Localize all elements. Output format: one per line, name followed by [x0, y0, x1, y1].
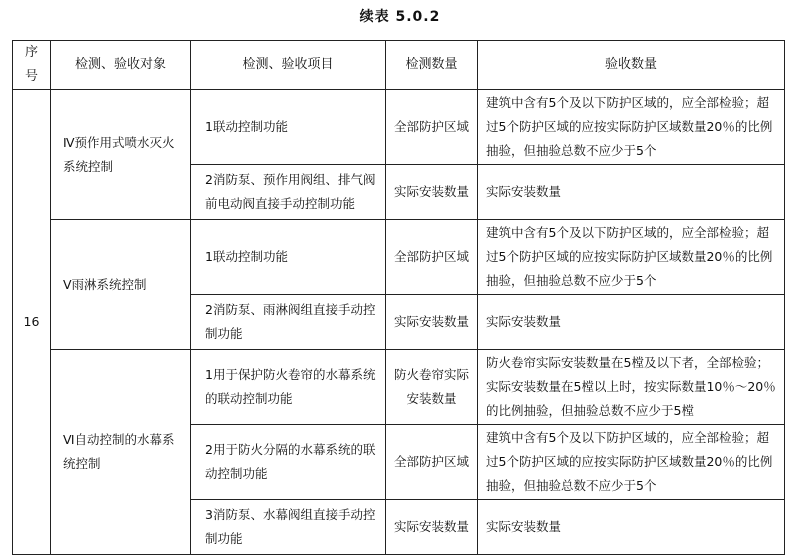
acceptance-cell: 建筑中含有5个及以下防护区域的，应全部检验；超过5个防护区域的应按实际防护区域数量20％的比例抽验，但抽验总数不应少于5个 [478, 425, 785, 500]
acceptance-cell: 防火卷帘实际安装数量在5樘及以下者，全部检验；实际安装数量在5樘以上时，按实际数量10％～20％的比例抽验，但抽验总数不应少于5樘 [478, 350, 785, 425]
acceptance-cell: 建筑中含有5个及以下防护区域的，应全部检验；超过5个防护区域的应按实际防护区域数量20％的比例抽验，但抽验总数不应少于5个 [478, 220, 785, 295]
item-cell: 2用于防火分隔的水幕系统的联动控制功能 [191, 425, 386, 500]
table-row [13, 220, 785, 295]
header-quantity: 检测数量 [386, 41, 478, 90]
quantity-cell: 防火卷帘实际安装数量 [386, 350, 478, 425]
acceptance-cell: 实际安装数量 [478, 295, 785, 350]
item-cell: 2消防泵、预作用阀组、排气阀前电动阀直接手动控制功能 [191, 165, 386, 220]
item-cell: 1联动控制功能 [191, 220, 386, 295]
header-row [13, 41, 785, 90]
object-cell: Ⅴ雨淋系统控制 [51, 220, 191, 350]
inspection-table [12, 40, 785, 555]
table-row [13, 350, 785, 425]
object-cell: Ⅳ预作用式喷水灭火系统控制 [51, 90, 191, 220]
quantity-cell: 全部防护区域 [386, 425, 478, 500]
quantity-cell: 实际安装数量 [386, 500, 478, 555]
item-cell: 1联动控制功能 [191, 90, 386, 165]
acceptance-cell: 实际安装数量 [478, 500, 785, 555]
quantity-cell: 实际安装数量 [386, 165, 478, 220]
acceptance-cell: 实际安装数量 [478, 165, 785, 220]
acceptance-cell: 建筑中含有5个及以下防护区域的，应全部检验；超过5个防护区域的应按实际防护区域数量20％的比例抽验，但抽验总数不应少于5个 [478, 90, 785, 165]
item-cell: 1用于保护防火卷帘的水幕系统的联动控制功能 [191, 350, 386, 425]
table-row [13, 90, 785, 165]
quantity-cell: 全部防护区域 [386, 90, 478, 165]
item-cell: 3消防泵、水幕阀组直接手动控制功能 [191, 500, 386, 555]
header-seq: 序号 [13, 41, 51, 90]
header-acceptance: 验收数量 [478, 41, 785, 90]
quantity-cell: 全部防护区域 [386, 220, 478, 295]
table-caption: 续表 5.0.2 [359, 9, 441, 25]
header-item: 检测、验收项目 [191, 41, 386, 90]
item-cell: 2消防泵、雨淋阀组直接手动控制功能 [191, 295, 386, 350]
seq-cell: 16 [13, 90, 51, 555]
quantity-cell: 实际安装数量 [386, 295, 478, 350]
object-cell: Ⅵ自动控制的水幕系统控制 [51, 350, 191, 555]
header-object: 检测、验收对象 [51, 41, 191, 90]
